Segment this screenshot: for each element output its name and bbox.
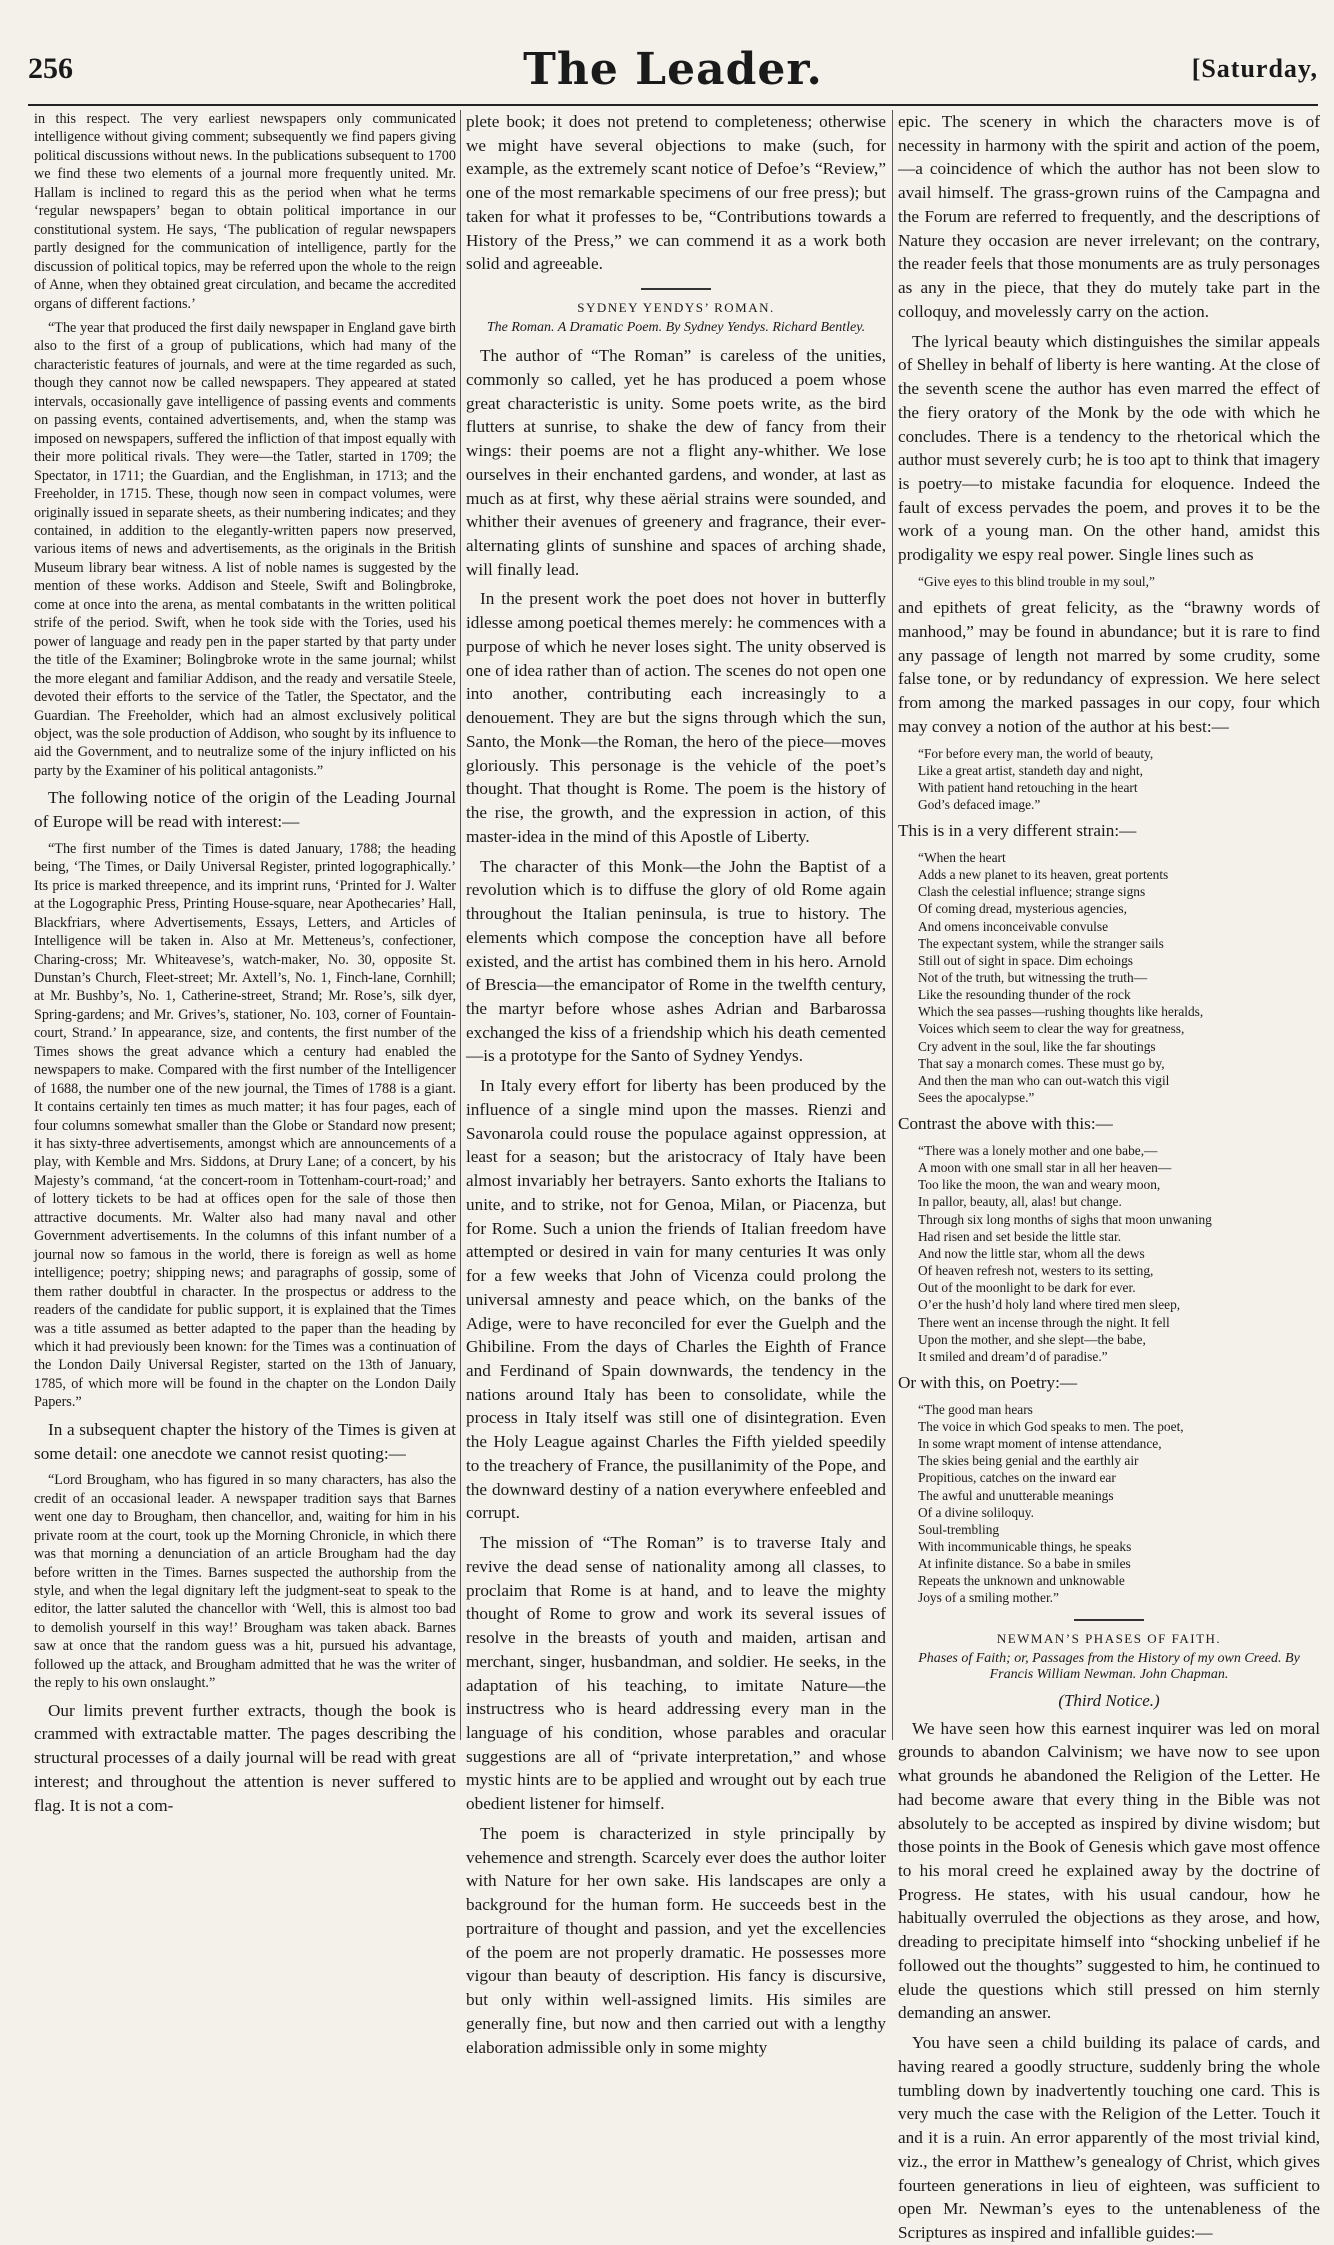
- paragraph: Our limits prevent further extracts, though the book is crammed with extractable matter. The pages describing the structural processes of a daily journal will be read with great interest; and throughout the attention is never suffered to flag. It is not a com-: [34, 1700, 456, 1815]
- paragraph: You have seen a child building its palace of cards, and having reared a goodly structure, suddenly bring the whole tumbling down by inadvertently touching one card. This is very much the case with the Religion of the Letter. Touch it and it is a ruin. An error apparently of the most trivial kind, viz., the error in Matthew’s genealogy of Christ, which gives fourteen generations in lieu of eighteen, was sufficient to open Mr. Newman’s eyes to the untenableness of the Scriptures as inspired and infallible guides:—: [898, 2033, 1320, 2243]
- paragraph: In a subsequent chapter the history of the Times is given at some detail: one anecdote we cannot resist quoting:—: [34, 1419, 456, 1463]
- article-heading: SYDNEY YENDYS’ ROMAN.: [577, 300, 775, 316]
- verse-quote: “There was a lonely mother and one babe,— A moon with one small star in all her heaven— Too like the moon, the wan and weary moon, In pallor, beauty, all, alas! but change. Through six long months of sighs that moon unwaning Had risen and set beside the little star. And now the little star, whom all the dews Of heaven refresh not, westers to its setting, Out of the moonlight to be dark for ever. O’er the hush’d holy land where tired men sleep, There went an incense through the night. It fell Upon the mother, and she slept—the babe, It smiled and dream’d of paradise.”: [918, 1142, 1212, 1364]
- paragraph: We have seen how this earnest inquirer was led on moral grounds to abandon Calvinism; we have now to see upon what grounds he abandoned the Religion of the Letter. He had become aware that every thing in the Bible was not absolutely to be accepted as inspired by divine wisdom; but those points in the Book of Genesis which gave most offence to his moral creed he explained away by the doctrine of Progress. He states, with his usual candour, how he habitually overruled the objections as they arose, and how, dreading to precipitate himself into “shocking unbelief if he followed out the thoughts” suggested to him, he continued to elude the questions which still pressed on him sternly demanding an answer.: [898, 1718, 1320, 2023]
- section-separator: [641, 288, 711, 290]
- paragraph: The author of “The Roman” is careless of the unities, commonly so called, yet he has produced a poem whose great characteristic is unity. Some poets write, as the bird flutters at sunrise, to shake the dew of fancy from their wings: their poems are not a flight any-whither. We lose ourselves in their enchanted gardens, and wonder, at last as much as at first, why these aërial strains were sounded, and whither their avenues of greenery and fragrance, their ever-alternating glints of sunshine and spaces of arching shade, will finally lead.: [466, 346, 886, 579]
- paragraph: The mission of “The Roman” is to traverse Italy and revive the dead sense of nationality among all classes, to proclaim that Rome is at hand, and to leave the mighty thought of Rome to grow and work its several issues of resolve in the breasts of youth and maiden, artisan and merchant, singer, husbandman, and soldier. He seeks, in the adaptation of his teaching, to imitate Nature—the instructress who is heard addressing every man in the language of his condition, whose parables and oracular suggestions are all of “private interpretation,” and whose mystic hints are to be applied and wrought out by each true obedient listener for himself.: [466, 1533, 886, 1814]
- verse-quote: “Give eyes to this blind trouble in my soul,”: [918, 573, 1155, 589]
- article-subtitle: Phases of Faith; or, Passages from the History of my own Creed. By Francis William Newman. John Chapman.: [918, 1650, 1300, 1682]
- paragraph: This is in a very different strain:—: [898, 821, 1137, 841]
- notice-label: (Third Notice.): [1058, 1690, 1160, 1710]
- paragraph: “Lord Brougham, who has figured in so many characters, has also the credit of an occasional leader. A newspaper tradition says that Barnes went one day to Brougham, then chancellor, and, waiting for him in his private room at the court, took up the Morning Chronicle, in which there was that morning a denunciation of an article Brougham had the day before written in the Times. Barnes suspected the authorship from the style, and when the legal dignitary left the judgment-seat to speak to the editor, the latter saluted the chancellor with ‘Well, this is almost too bad to demolish yourself in this way!’ Brougham was taken aback. Barnes saw at once that the random guess was a hit, pursued his advantage, followed up the attack, and Brougham admitted that he was the writer of the reply to his own onslaught.”: [34, 1472, 456, 1692]
- column-divider: [460, 110, 461, 1740]
- article-heading: NEWMAN’S PHASES OF FAITH.: [996, 1630, 1222, 1646]
- masthead-title: The Leader.: [523, 44, 823, 95]
- paragraph: and epithets of great felicity, as the “brawny words of manhood,” may be found in abundance; but it is rare to find any passage of length not marred by some crudity, some false tone, or by redundancy of expression. We here select from among the marked passages in our copy, four which may convey a notion of the author at his best:—: [898, 598, 1320, 736]
- column-divider: [892, 110, 893, 1740]
- paragraph: The lyrical beauty which distinguishes the similar appeals of Shelley in behalf of liberty is here wanting. At the close of the seventh scene the author has even marred the effect of the fiery oratory of the Monk by the ode with which he concludes. There is a tendency to the rhetorical which the author must severely curb; he is too apt to think that imagery is poetry—to mistake facundia for eloquence. Indeed the fault of excess pervades the poem, and proves it to be the work of a young man. On the other hand, amidst this prodigality we espy real power. Single lines such as: [898, 331, 1320, 565]
- section-separator: [1074, 1619, 1144, 1621]
- verse-quote: “For before every man, the world of beauty, Like a great artist, standeth day and night, With patient hand retouching in the heart God’s defaced image.”: [918, 745, 1154, 812]
- paragraph: In the present work the poet does not hover in butterfly idlesse among poetical themes merely: he commences with a purpose of which he never loses sight. The unity observed is one of idea rather than of action. The scenes do not open one into another, contributing each increasingly to a denouement. They are but the signs through which the sun, Santo, the Monk—the Roman, the hero of the piece—moves gloriously. This personage is the vehicle of the poet’s thought. That thought is Rome. The poem is the history of the rise, the growth, and the expression in action, of this master-idea in the mind of this Apostle of Liberty.: [466, 589, 886, 846]
- dateline: [Saturday,: [1191, 54, 1318, 83]
- paragraph: “The year that produced the first daily newspaper in England gave birth also to the first of a group of publications, which had many of the characteristic features of journals, and were at the time regarded as such, though they cannot now be called newspapers. They appeared at stated intervals, occasionally gave intelligence of passing events and comments on passing events, contained advertisements, and, when the stamp was imposed on newspapers, suffered the infliction of that impost equally with their more political rivals. They were—the Tatler, started in 1709; the Spectator, in 1711; the Guardian, and the Englishman, in 1713; and the Freeholder, in 1715. These, though now seen in compact volumes, were originally issued in separate sheets, as their numbering indicates; and they contained, in addition to the elegantly-written papers now preserved, various items of news and advertisements, as the originals in the British Museum library bear witness. A list of noble names is suggested by the mention of these works. Addison and Steele, Swift and Bolingbroke, come at once into the arena, as mental combatants in the written political strife of the period. Swift, when he took side with the Tories, used his power of language and ready pen in the paper started by that party under the title of the Examiner; Bolingbroke wrote in the same journal; whilst the more elegant and familiar Addison, and the ready and versatile Steele, devoted their efforts to the service of the Tatler, the Spectator, and the Guardian. The Freeholder, which had an almost exclusively political object, was the sole production of Addison, who sought by its influence to aid the Government, and to neutralize some of the injury inflicted on his party by the Examiner of his political antagonists.”: [34, 319, 456, 779]
- verse-quote: “The good man hears The voice in which God speaks to men. The poet, In some wrapt moment of intense attendance, The skies being genial and the earthly air Propitious, catches on the inward ear The awful and unutterable meanings Of a divine soliloquy. Soul-trembling With incommunicable things, he speaks At infinite distance. So a babe in smiles Repeats the unknown and unknowable Joys of a smiling mother.”: [918, 1401, 1184, 1606]
- paragraph: Contrast the above with this:—: [898, 1114, 1113, 1134]
- paragraph: Or with this, on Poetry:—: [898, 1372, 1078, 1392]
- paragraph: plete book; it does not pretend to completeness; otherwise we might have several objections to make (such, for example, as the extremely scant notice of Defoe’s “Review,” one of the most remarkable specimens of our free press); but taken for what it professes to be, “Contributions towards a History of the Press,” we can commend it as a work both solid and agreeable.: [466, 112, 886, 274]
- column-3: [898, 110, 1320, 2243]
- paragraph: In Italy every effort for liberty has been produced by the influence of a single mind upon the masses. Rienzi and Savonarola could rouse the populace against oppression, at least for a season; but the aristocracy of Italy have been almost invariably her betrayers. Santo exhorts the Italians to unite, and to strike, not for Genoa, Milan, or Piacenza, but for Rome. Such a union the friends of Italian freedom have attempted or desired in vain for many centuries It was only for a few weeks that John of Vicenza could prolong the universal amnesty and peace which, on the banks of the Adige, were to have reconciled for ever the Guelph and the Ghibiline. From the days of Charles the Eighth of France and Ferdinand of Spain downwards, the tendency in the nations around Italy has been to consolidate, while the process in Italy itself was still one of disintegration. Even the Holy League against Charles the Fifth yielded speedily to the treachery of France, the pusillanimity of the Pope, and the downward destiny of a nation everywhere enfeebled and corrupt.: [466, 1076, 886, 1523]
- page-header: [28, 44, 1318, 100]
- paragraph: The character of this Monk—the John the Baptist of a revolution which is to diffuse the glory of old Rome again throughout the Italian peninsula, is true to history. The elements which compose the conception have all before existed, and the artist has combined them in his hero. Arnold of Brescia—the emancipator of Rome in the twelfth century, the martyr before whose ashes Adrian and Barbarossa exchanged the kiss of a friendship which his death cemented—is a prototype for the Santo of Sydney Yendys.: [466, 856, 886, 1066]
- paragraph: “The first number of the Times is dated January, 1788; the heading being, ‘The Times, or Daily Universal Register, printed logographically.’ Its price is marked threepence, and its imprint runs, ‘Printed for J. Walter at the Logographic Press, Printing House-square, near Apothecaries’ Hall, Blackfriars, where Advertisements, Essays, Letters, and Articles of Intelligence will be taken in. Also at Mr. Metteneus’s, confectioner, Charing-cross; Mr. Whiteavese’s, watch-maker, No. 30, opposite St. Dunstan’s Church, Fleet-street; Mr. Axtell’s, No. 1, Finch-lane, Cornhill; at Mr. Bushby’s, No. 1, Catherine-street, Strand; Mr. Rose’s, silk dyer, Spring-gardens; and Mr. Grives’s, stationer, No. 103, corner of Fountain-court, Strand.’ In appearance, size, and contents, the first number of the Times shows the great advance which a century had enabled the newspapers to make. Compared with the first number of the Intelligencer of 1688, the number one of the new journal, the Times of 1788 is a giant. It contains certainly ten times as much matter; it has four pages, each of four columns somewhat smaller than the Globe or Standard now present; it has sixty-three advertisements, amongst which are announcements of a play, with Kemble and Mrs. Siddons, at Drury Lane; of a concert, by his Majesty’s command, ‘at the concert-room in Tottenham-court-road;’ and of lottery tickets to be had at offices open for the sale of those then attractive documents. Mr. Walter also had many naval and other Government advertisements. In the columns of this infant number of a journal now so famous in the world, there is foreign as well as home intelligence; poetry; shipping news; and paragraphs of gossip, some of them rather doubtful in character. In the prospectus or address to the readers of the candidate for public support, it is explained that the Times was a title assumed as better adapted to the paper than the heading by which it had previously been known: for the Times was a continuation of the London Daily Universal Register, started on the 13th of January, 1785, of which more will be found in the chapter on the London Daily Papers.”: [34, 840, 456, 1411]
- paragraph: epic. The scenery in which the characters move is of necessity in harmony with the spirit and action of the poem,—a coincidence of which the author has not been slow to avail himself. The grass-grown ruins of the Campagna and the Forum are referred to frequently, and the descriptions of Nature they occasion are never irrelevant; on the contrary, the reader feels that those monuments are as truly personages as any in the piece, that they do mutely take part in the colloquy, and movelessly carry on the action.: [898, 112, 1320, 321]
- verse-quote: “When the heart Adds a new planet to its heaven, great portents Clash the celestial influence; strange signs Of coming dread, mysterious agencies, And omens inconceivable convulse The expectant system, while the stranger sails Still out of sight in space. Dim echoings Not of the truth, but witnessing the truth— Like the resounding thunder of the rock Which the sea passes—rushing thoughts like heralds, Voices which seem to clear the way for greatness, Cry advent in the soul, like the far shoutings That say a monarch comes. These must go by, And then the man who can out-watch this vigil Sees the apocalypse.”: [918, 849, 1204, 1106]
- paragraph: in this respect. The very earliest newspapers only communicated intelligence without giving comment; subsequently we find papers giving political discussions without news. In the publications subsequent to 1700 we find these two elements of a journal more frequently united. Mr. Hallam is inclined to regard this as the period when what he terms ‘regular newspapers’ began to obtain political importance in our constitutional system. He says, ‘The publication of regular newspapers partly designed for the communication of intelligence, partly for the discussion of political topics, may be referred upon the whole to the reign of Anne, when they obtained great circulation, and became the accredited organs of different factions.’: [34, 111, 456, 312]
- article-subtitle: The Roman. A Dramatic Poem. By Sydney Yendys. Richard Bentley.: [486, 320, 866, 336]
- paragraph: The poem is characterized in style principally by vehemence and strength. Scarcely ever does the author loiter with Nature for her own sake. His landscapes are only a background for the human form. He succeeds best in the portraiture of thought and passion, and yet the excellencies of the poem are not properly dramatic. He possesses more vigour than beauty of description. His fancy is discursive, but only within well-assigned limits. His similes are generally fine, but now and then carried out with a lengthy elaboration admissible only in some mighty: [466, 1823, 886, 2057]
- column-2: [466, 110, 886, 2057]
- header-rule: [28, 104, 1318, 106]
- column-1: [34, 110, 456, 1815]
- page-number: 256: [28, 52, 73, 85]
- paragraph: The following notice of the origin of the Leading Journal of Europe will be read with interest:—: [34, 788, 456, 832]
